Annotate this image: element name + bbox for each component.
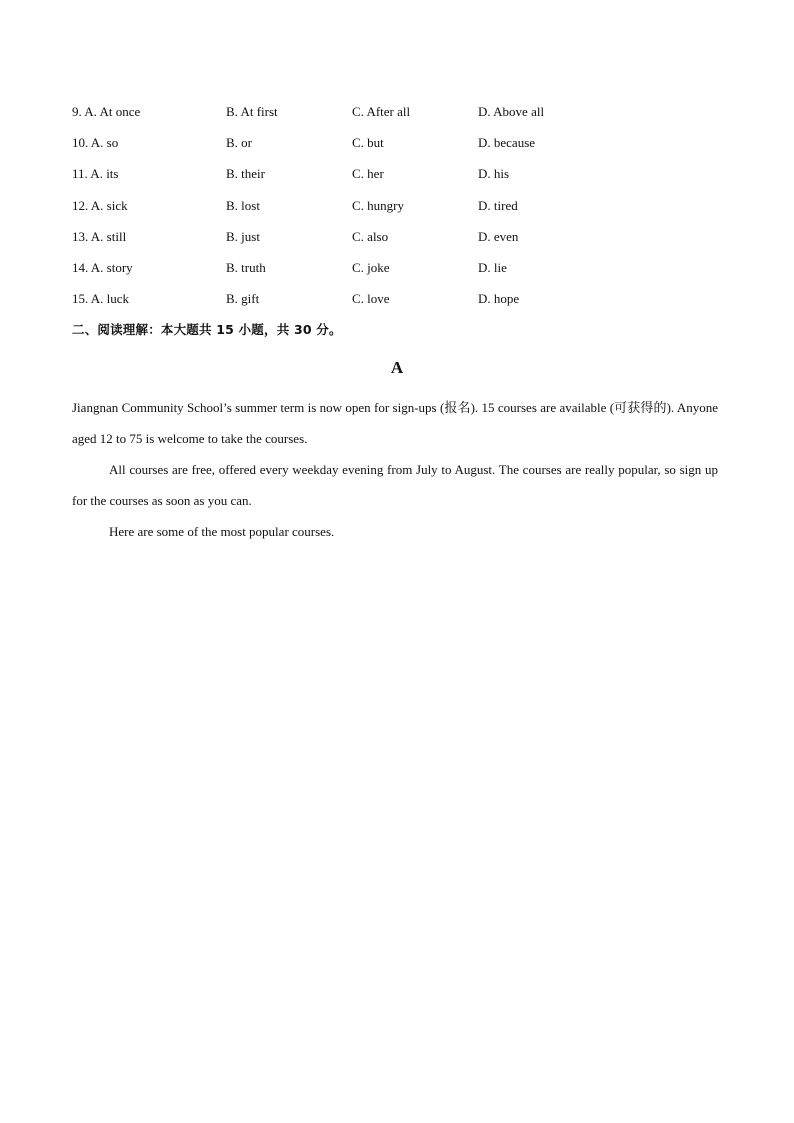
option-c: C. but — [352, 135, 384, 151]
option-a: 9. A. At once — [72, 104, 141, 119]
option-c: C. After all — [352, 104, 411, 119]
option-c: C. hungry — [352, 197, 404, 213]
option-b: B. their — [226, 166, 265, 182]
question-row — [72, 101, 732, 132]
question-row — [72, 288, 732, 319]
option-d: D. even — [478, 228, 519, 244]
option-a: 11. A. its — [72, 166, 119, 182]
option-b: B. or — [226, 135, 252, 151]
option-c: C. also — [352, 228, 389, 244]
question-row — [72, 195, 732, 226]
question-row — [72, 163, 732, 194]
option-c: C. joke — [352, 259, 390, 275]
question-row — [72, 226, 732, 257]
passage-title: A — [390, 358, 404, 377]
option-a: 12. A. sick — [72, 197, 128, 213]
option-a: 14. A. story — [72, 259, 133, 275]
answer-options-list — [72, 101, 732, 319]
option-d: D. Above all — [478, 104, 545, 119]
option-b: B. gift — [226, 291, 260, 307]
option-b: B. At first — [226, 104, 278, 119]
question-row — [72, 257, 732, 288]
option-d: D. hope — [478, 291, 520, 307]
passage-paragraph: All courses are free, offered every weekday evening from July to August. The courses are really popular, so sign up for the courses as soon as you can. — [72, 462, 718, 508]
option-a: 13. A. still — [72, 228, 127, 244]
option-d: D. tired — [478, 197, 518, 213]
option-a: 10. A. so — [72, 135, 119, 151]
option-d: D. lie — [478, 259, 507, 275]
option-a: 15. A. luck — [72, 291, 130, 307]
option-c: C. her — [352, 166, 384, 182]
option-b: B. lost — [226, 197, 260, 213]
passage-paragraph: Jiangnan Community School’s summer term is now open for sign-ups (报名). 15 courses are available (可获得的). Anyone aged 12 to 75 is welcome to take the courses. — [72, 400, 718, 446]
option-d: D. his — [478, 166, 510, 182]
passage-paragraph: Here are some of the most popular courses. — [109, 524, 335, 539]
section-heading: 二、阅读理解：本大题共 15 小题，共 30 分。 — [72, 322, 342, 337]
option-b: B. just — [226, 228, 260, 244]
passage-body — [72, 392, 718, 547]
option-c: C. love — [352, 291, 390, 307]
question-row — [72, 132, 732, 163]
option-d: D. because — [478, 135, 536, 151]
option-b: B. truth — [226, 259, 266, 275]
